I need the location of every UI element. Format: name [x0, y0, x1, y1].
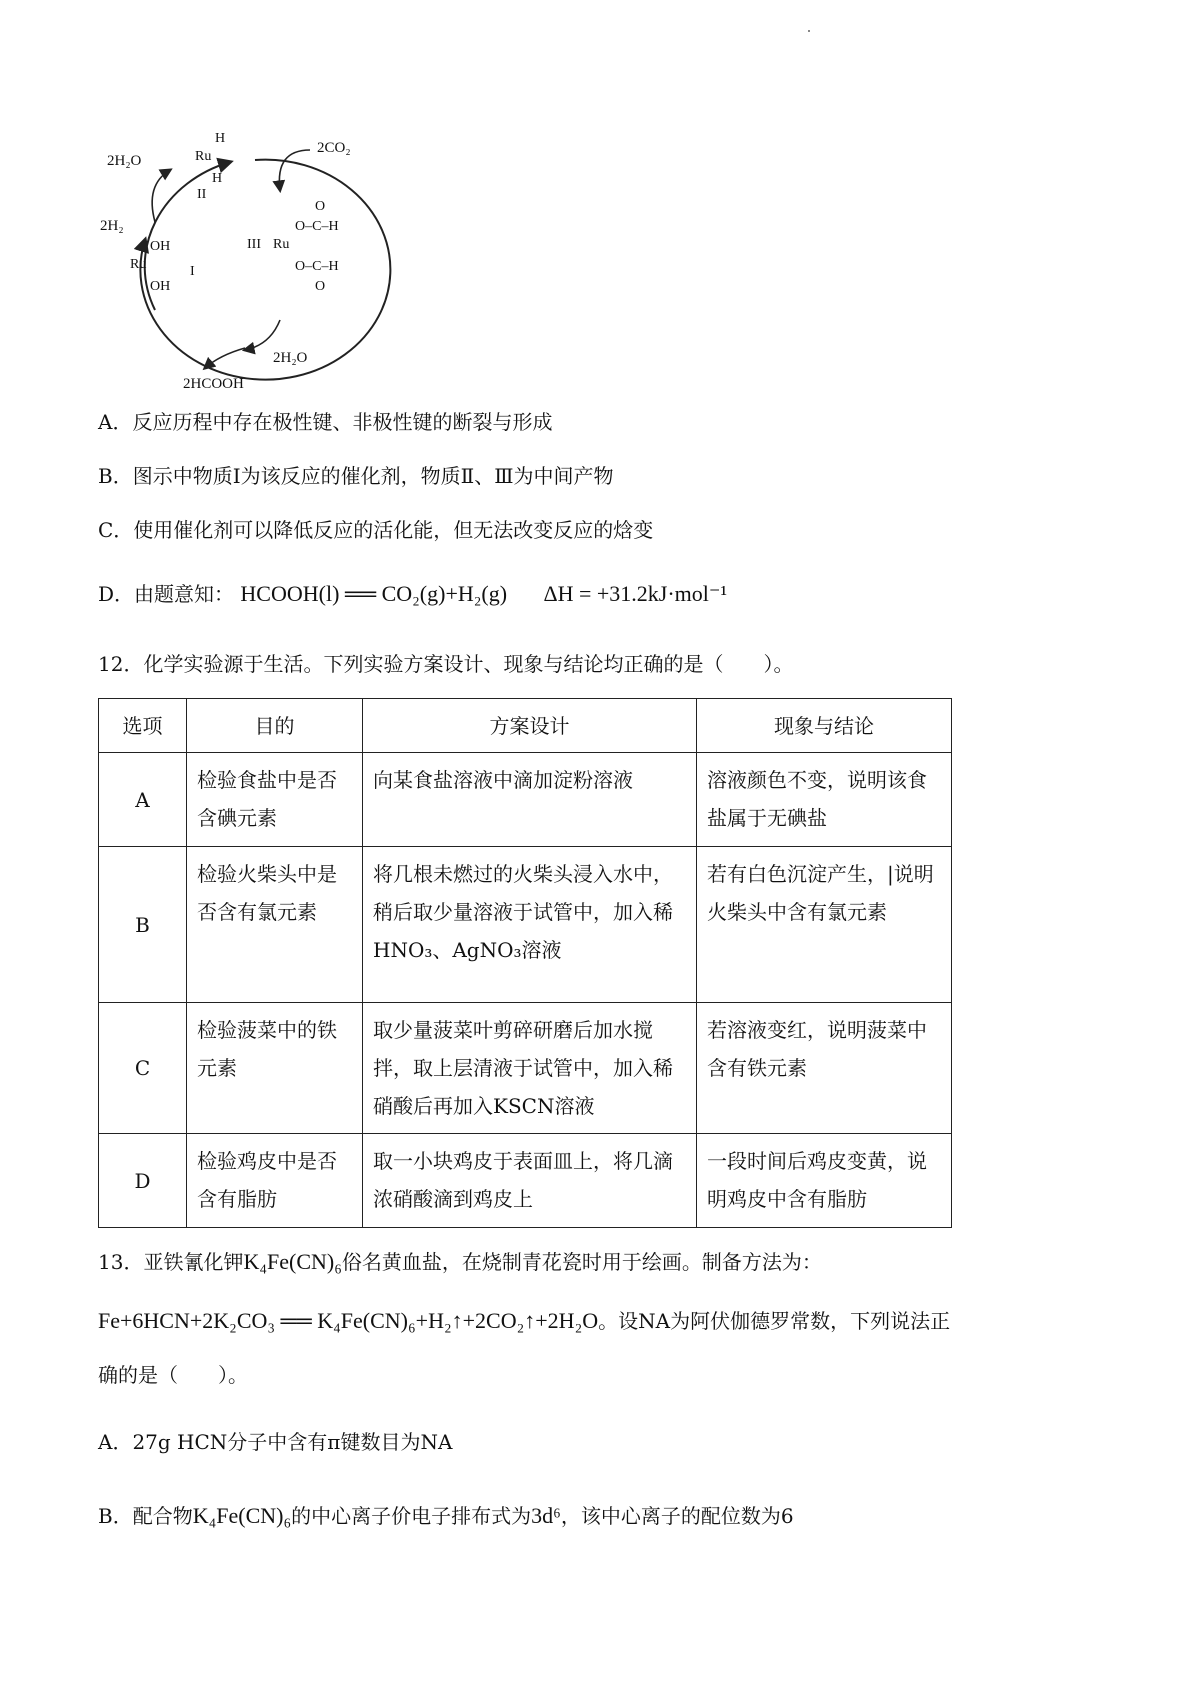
q11-option-d-prefix: D．由题意知： [98, 582, 235, 606]
q11-option-d [98, 580, 727, 608]
header-option: 选项 [99, 699, 187, 753]
q13-option-a: A．27g HCN分子中含有π键数目为NA [98, 1430, 453, 1454]
table-row [99, 753, 952, 847]
header-result: 现象与结论 [697, 699, 952, 753]
species-i-oh-bottom: OH [150, 279, 171, 294]
row-a-purpose: 检验食盐中是否含碘元素 [187, 753, 363, 847]
table-row [99, 1003, 952, 1134]
label-h2-left: 2H₂ [100, 218, 124, 234]
row-c-purpose: 检验菠菜中的铁元素 [187, 1003, 363, 1134]
table-header-row [99, 699, 952, 753]
species-ii-h-top: H [215, 131, 226, 146]
header-purpose: 目的 [187, 699, 363, 753]
q13-option-b-config: 3d⁶ [531, 1503, 561, 1528]
catalytic-cycle-diagram [95, 130, 415, 390]
q13-option-b-suffix: ，该中心离子的配位数为6 [560, 1504, 794, 1528]
row-c-option: C [99, 1003, 187, 1134]
row-b-purpose: 检验火柴头中是否含有氯元素 [187, 847, 363, 1003]
row-c-design: 取少量菠菜叶剪碎研磨后加水搅拌，取上层清液于试管中，加入稀硝酸后再加入KSCN溶液 [363, 1003, 697, 1134]
q13-option-b-prefix: B．配合物 [98, 1504, 193, 1528]
species-iii-ru: Ru [273, 237, 290, 252]
species-i-ru: Ru [130, 257, 147, 272]
table-row [99, 1134, 952, 1228]
row-d-result: 一段时间后鸡皮变黄，说明鸡皮中含有脂肪 [697, 1134, 952, 1228]
arrow-co2-in [279, 150, 310, 190]
q13-equation: Fe+6HCN+2K₂CO₃ ══ K₄Fe(CN)₆+H₂↑+2CO₂↑+2H₂O [98, 1308, 599, 1333]
q13-stem-end: 确的是（ ）。 [98, 1363, 248, 1387]
row-b-result: 若有白色沉淀产生，|说明火柴头中含有氯元素 [697, 847, 952, 1003]
label-hcooh: 2HCOOH [183, 376, 244, 390]
species-iii-num: III [247, 237, 261, 252]
species-iii-o-bottom: O [315, 279, 326, 294]
label-h2o-top: 2H₂O [107, 153, 142, 169]
q12-stem: 12．化学实验源于生活。下列实验方案设计、现象与结论均正确的是（ ）。 [98, 652, 794, 676]
species-iii-o-top: O [315, 199, 326, 214]
q12-table [98, 698, 952, 1228]
species-i-oh-top: OH [150, 239, 171, 254]
row-a-design: 向某食盐溶液中滴加淀粉溶液 [363, 753, 697, 847]
q13-equation-suffix: 。设NA为阿伏伽德罗常数，下列说法正 [598, 1309, 951, 1333]
row-b-design: 将几根未燃过的火柴头浸入水中，稍后取少量溶液于试管中，加入稀HNO₃、AgNO₃溶液 [363, 847, 697, 1003]
row-d-purpose: 检验鸡皮中是否含有脂肪 [187, 1134, 363, 1228]
q13-option-b-mid: 的中心离子价电子排布式为 [291, 1504, 532, 1528]
row-a-option: A [99, 753, 187, 847]
species-i-num: I [190, 264, 195, 279]
q11-option-c: C．使用催化剂可以降低反应的活化能，但无法改变反应的焓变 [98, 518, 654, 542]
q13-stem-suffix: 俗名黄血盐，在烧制青花瓷时用于绘画。制备方法为： [341, 1250, 822, 1274]
row-c-result: 若溶液变红，说明菠菜中含有铁元素 [697, 1003, 952, 1134]
q13-stem-prefix: 13．亚铁氰化钾 [98, 1250, 244, 1274]
q13-stem-line1 [98, 1248, 822, 1276]
row-a-result: 溶液颜色不变，说明该食盐属于无碘盐 [697, 753, 952, 847]
header-design: 方案设计 [363, 699, 697, 753]
arrow-hcooh-out [205, 348, 245, 368]
table-row [99, 847, 952, 1003]
species-iii-och-bottom: O–C–H [295, 259, 339, 274]
q13-option-b-formula: K₄Fe(CN)₆ [192, 1503, 292, 1528]
row-b-option: B [99, 847, 187, 1003]
arrow-h2o-out-top [152, 170, 170, 222]
row-d-design: 取一小块鸡皮于表面皿上，将几滴浓硝酸滴到鸡皮上 [363, 1134, 697, 1228]
q11-option-b: B．图示中物质Ⅰ为该反应的催化剂，物质Ⅱ、Ⅲ为中间产物 [98, 464, 614, 488]
row-d-option: D [99, 1134, 187, 1228]
label-co2-top: 2CO₂ [317, 140, 351, 156]
q13-stem-line2 [98, 1307, 950, 1335]
q11-option-d-enthalpy: ΔH = +31.2kJ·mol⁻¹ [543, 581, 728, 606]
label-h2o-bottom: 2H₂O [273, 350, 308, 366]
arrow-h2o-in-bottom [245, 320, 280, 350]
species-ii-ru: Ru [195, 149, 212, 164]
q11-option-a: A．反应历程中存在极性键、非极性键的断裂与形成 [98, 410, 553, 434]
species-iii-och-top: O–C–H [295, 219, 339, 234]
q13-stem-formula: K₄Fe(CN)₆ [243, 1249, 342, 1274]
species-ii-num: II [197, 187, 207, 202]
scan-dot [808, 30, 810, 32]
q11-option-d-equation: HCOOH(l) ══ CO₂(g)+H₂(g) [240, 581, 508, 606]
q13-option-b [98, 1502, 794, 1530]
species-ii-h-mid: H [212, 171, 223, 186]
